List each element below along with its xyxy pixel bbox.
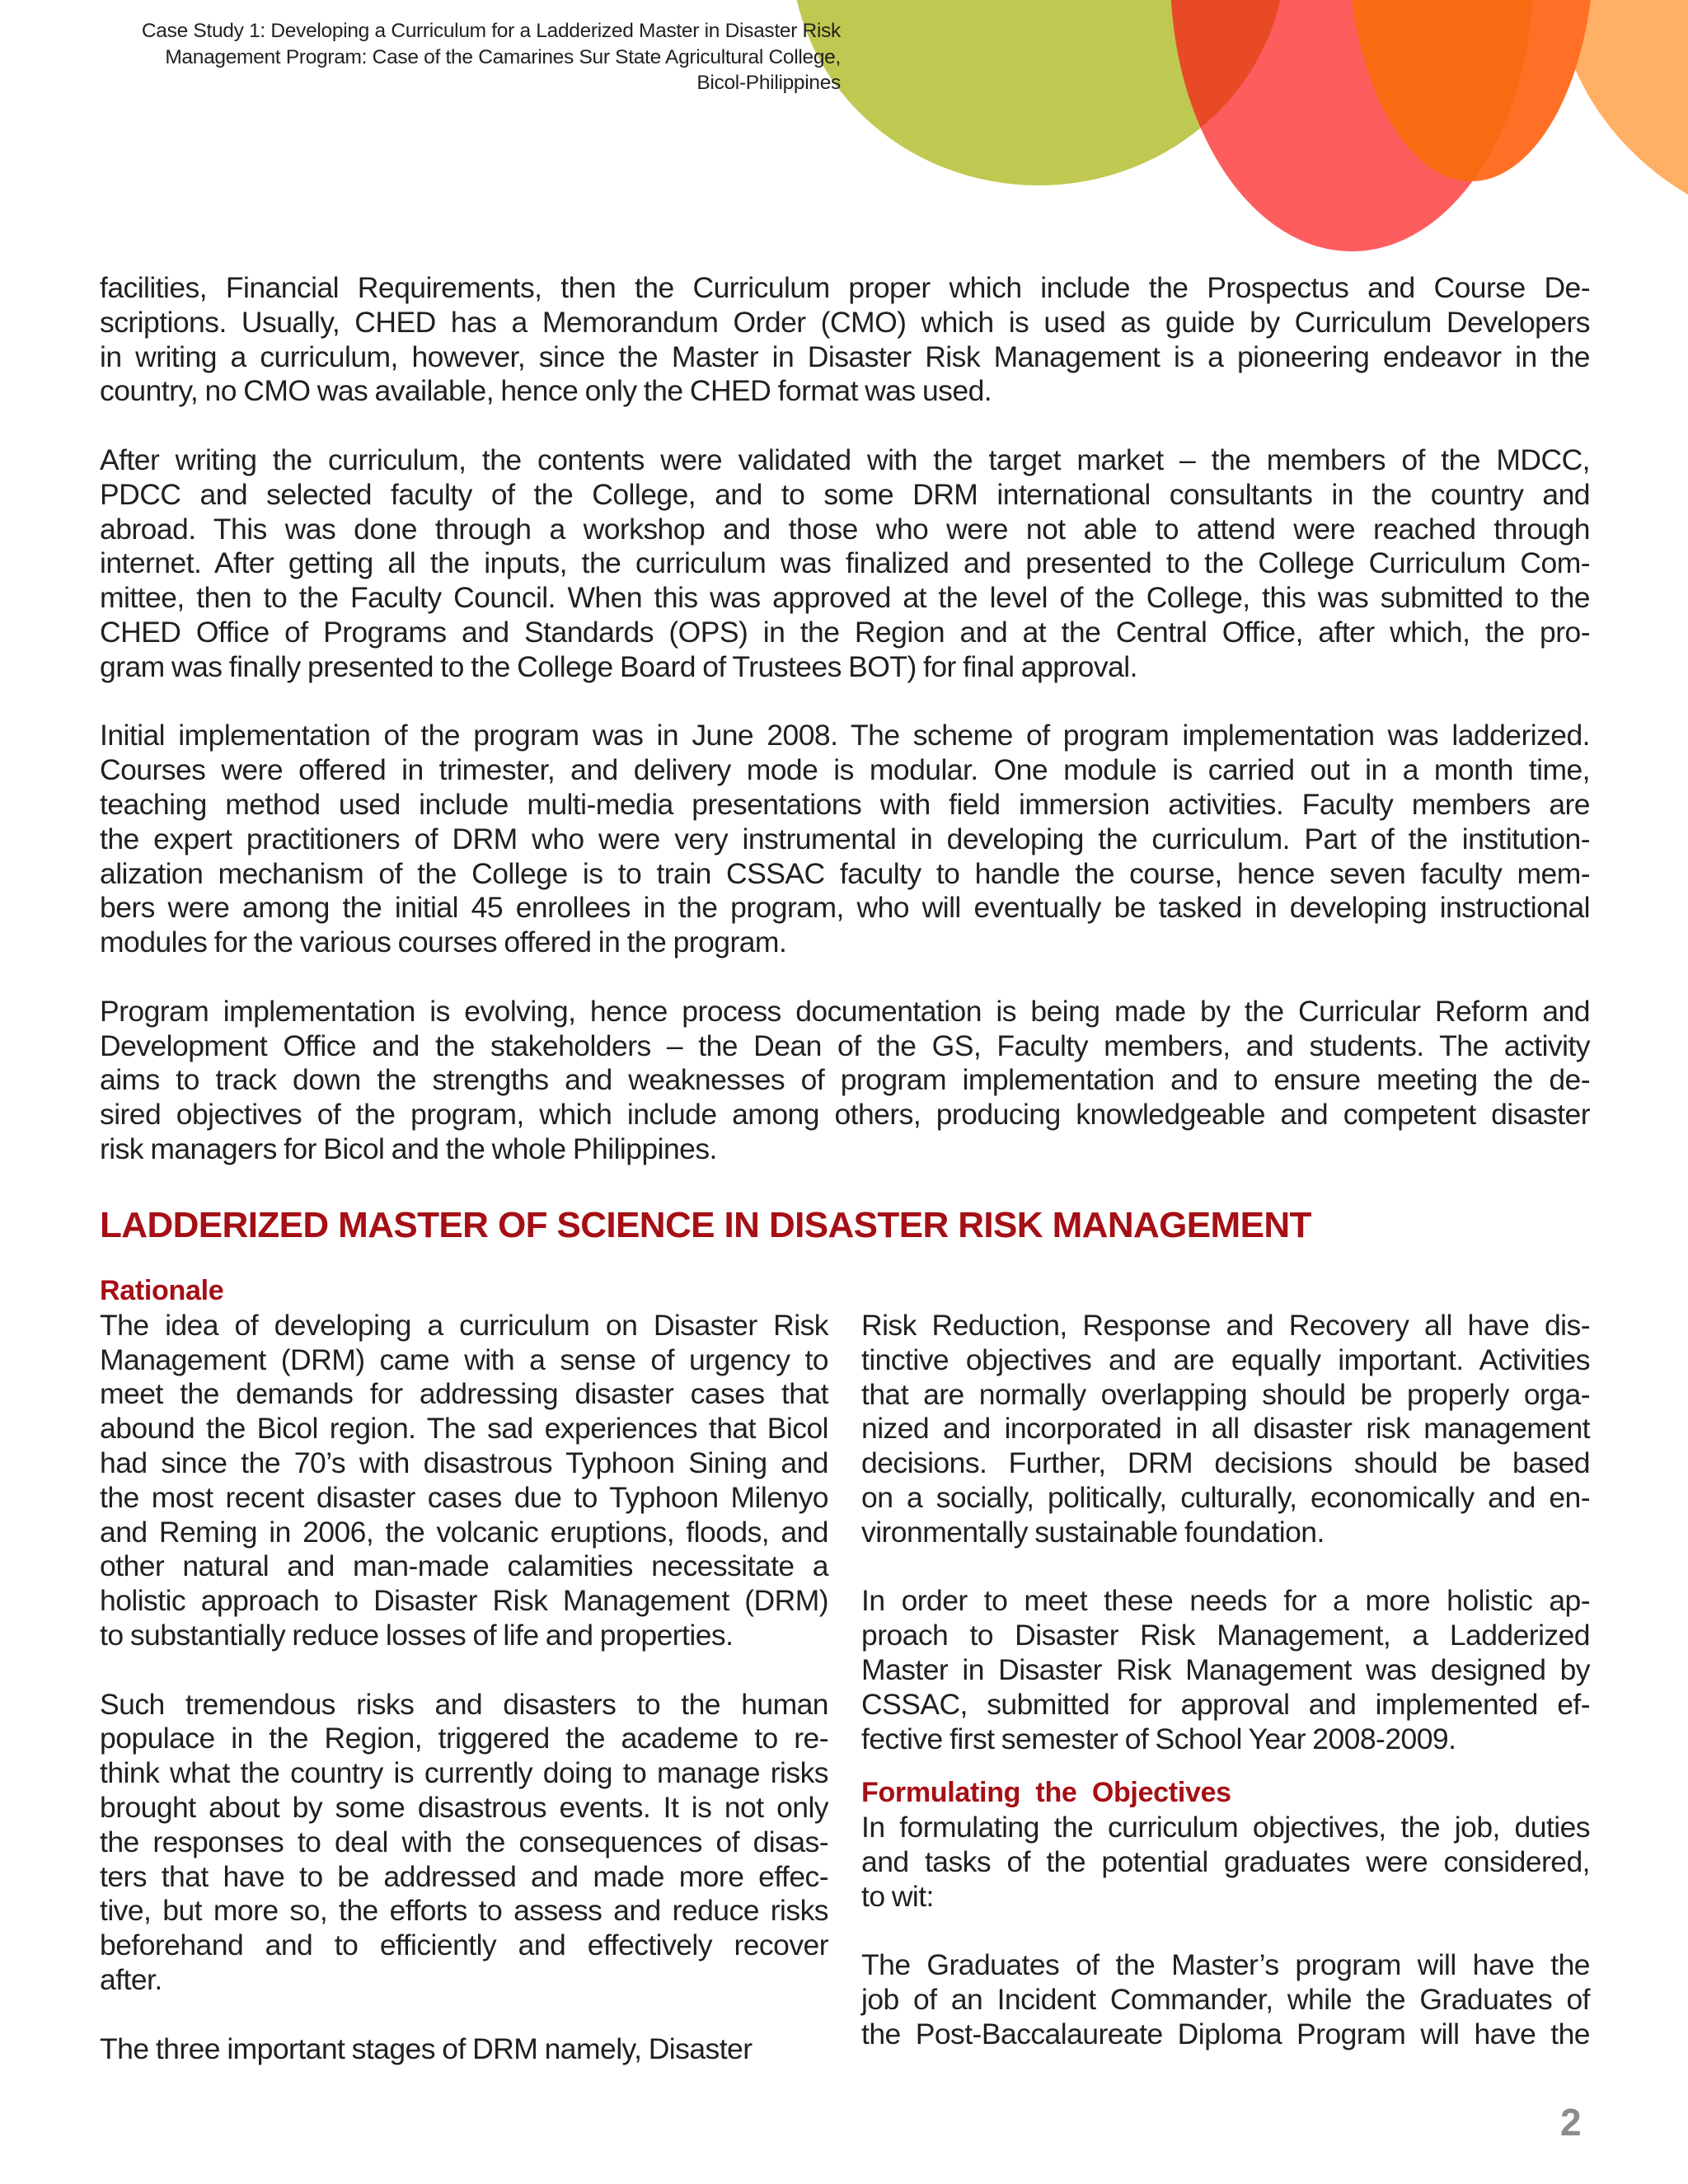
page-number: 2	[1560, 2101, 1582, 2144]
text-line: risk managers for Bicol and the whole Philippines.	[100, 1132, 717, 1165]
text-line: nized and incorporated in all disaster risk management	[861, 1412, 1590, 1446]
text-line: CHED Office of Programs and Standards (OPS) in the Region and at the Central Office, after which, the pro-	[100, 615, 1590, 649]
text-line: the expert practitioners of DRM who were very instrumental in developing the curriculum. Part of the institution-	[100, 822, 1590, 855]
text-line: teaching method used include multi-media presentations with field immersion activities. Faculty members are	[100, 787, 1590, 821]
text-line: to wit:	[861, 1879, 934, 1913]
text-line: think what the country is currently doing to manage risks	[100, 1756, 828, 1790]
rationale-continued-paragraph	[861, 1309, 1590, 1550]
text-line: in writing a curriculum, however, since the Master in Disaster Risk Management is a pioneering endeavor in the	[100, 340, 1590, 373]
text-line: tive, but more so, the efforts to assess and reduce risks	[100, 1894, 828, 1928]
intro-body	[100, 271, 1590, 1202]
text-line: The idea of developing a curriculum on Disaster Risk	[100, 1308, 828, 1342]
text-line: alization mechanism of the College is to train CSSAC faculty to handle the course, hence seven faculty mem-	[100, 856, 1590, 890]
text-line: After writing the curriculum, the contents were validated with the target market – the members of the MDCC,	[100, 443, 1590, 476]
text-line: Master in Disaster Risk Management was designed by	[861, 1652, 1590, 1686]
text-line: bers were among the initial 45 enrollees in the program, who will eventually be tasked in developing instructional	[100, 891, 1590, 925]
text-line: gram was finally presented to the College Board of Trustees BOT) for final approval.	[100, 649, 1137, 683]
text-line: proach to Disaster Risk Management, a Ladderized	[861, 1619, 1590, 1652]
text-line: CSSAC, submitted for approval and implemented ef-	[861, 1687, 1590, 1721]
text-line: beforehand and to efficiently and effectively recover	[100, 1929, 828, 1962]
text-line: Courses were offered in trimester, and delivery mode is modular. One module is carried out in a month time,	[100, 753, 1590, 787]
text-line: meet the demands for addressing disaster cases that	[100, 1377, 828, 1411]
text-line: Such tremendous risks and disasters to the human	[100, 1687, 828, 1721]
text-line: The Graduates of the Master’s program will have the	[861, 1948, 1590, 1982]
objectives-paragraph	[861, 1811, 1590, 1914]
text-line: facilities, Financial Requirements, then the Curriculum proper which include the Prospectus and Course De-	[100, 271, 1590, 304]
text-line: internet. After getting all the inputs, the curriculum was finalized and presented to the College Curriculum Com-	[100, 546, 1590, 580]
text-line: populace in the Region, triggered the academe to re-	[100, 1722, 828, 1755]
text-line: the responses to deal with the consequences of disas-	[100, 1825, 828, 1858]
text-line: abound the Bicol region. The sad experiences that Bicol	[100, 1412, 828, 1446]
text-line: country, no CMO was available, hence only the CHED format was used.	[100, 374, 992, 408]
running-header-line: Bicol-Philippines	[696, 72, 841, 94]
text-line: holistic approach to Disaster Risk Management (DRM)	[100, 1584, 828, 1618]
running-header-line: Case Study 1: Developing a Curriculum for a Ladderized Master in Disaster Risk	[141, 20, 841, 42]
text-line: tinctive objectives and are equally important. Activities	[861, 1343, 1590, 1376]
text-line: on a socially, politically, culturally, economically and en-	[861, 1480, 1590, 1514]
section-heading: LADDERIZED MASTER OF SCIENCE IN DISASTER RISK MANAGEMENT	[100, 1205, 1311, 1245]
intro-paragraph	[100, 271, 1590, 409]
text-line: fective first semester of School Year 2008-2009.	[861, 1722, 1456, 1755]
rationale-continued-paragraph	[861, 1584, 1590, 1756]
running-header	[33, 18, 841, 96]
text-line: to substantially reduce losses of life and properties.	[100, 1618, 734, 1652]
objectives-paragraph	[861, 1948, 1590, 2051]
objectives-subheading: Formulating the Objectives	[861, 1777, 1231, 1809]
running-header-line: Management Program: Case of the Camarines Sur State Agricultural College,	[165, 45, 841, 68]
text-line: aims to track down the strengths and weaknesses of program implementation and to ensure meeting the de-	[100, 1063, 1590, 1097]
text-line: mittee, then to the Faculty Council. When this was approved at the level of the College, this was submitted to the	[100, 581, 1590, 615]
text-line: the most recent disaster cases due to Typhoon Milenyo	[100, 1480, 828, 1514]
text-line: and tasks of the potential graduates were considered,	[861, 1844, 1590, 1878]
intro-paragraph	[100, 443, 1590, 685]
text-line: job of an Incident Commander, while the Graduates of	[861, 1983, 1590, 2017]
text-line: PDCC and selected faculty of the College, and to some DRM international consultants in the country and	[100, 477, 1590, 511]
text-line: other natural and man-made calamities necessitate a	[100, 1549, 828, 1583]
text-line: brought about by some disastrous events. It is not only	[100, 1790, 828, 1824]
text-line: In formulating the curriculum objectives, the job, duties	[861, 1811, 1590, 1844]
intro-paragraph	[100, 995, 1590, 1167]
text-line: The three important stages of DRM namely, Disaster	[100, 2032, 753, 2065]
text-line: vironmentally sustainable foundation.	[861, 1515, 1325, 1549]
text-line: Program implementation is evolving, hence process documentation is being made by the Curricular Reform and	[100, 994, 1590, 1028]
text-line: abroad. This was done through a workshop and those who were not able to attend were reached through	[100, 512, 1590, 546]
text-line: Management (DRM) came with a sense of urgency to	[100, 1343, 828, 1376]
right-column	[861, 1309, 1590, 2087]
text-line: after.	[100, 1962, 162, 1996]
text-line: Risk Reduction, Response and Recovery all have dis-	[861, 1309, 1590, 1342]
rationale-paragraph	[100, 2032, 828, 2067]
text-line: Development Office and the stakeholders – the Dean of the GS, Faculty members, and students. The activity	[100, 1029, 1590, 1062]
text-line: Initial implementation of the program was in June 2008. The scheme of program implementation was ladderized.	[100, 719, 1590, 752]
text-line: had since the 70’s with disastrous Typhoon Sining and	[100, 1446, 828, 1479]
text-line: and Reming in 2006, the volcanic eruptions, floods, and	[100, 1515, 828, 1549]
text-line: that are normally overlapping should be properly orga-	[861, 1377, 1590, 1411]
rationale-paragraph	[100, 1309, 828, 1653]
text-line: In order to meet these needs for a more holistic ap-	[861, 1584, 1590, 1618]
text-line: the Post-Baccalaureate Diploma Program will have the	[861, 2017, 1590, 2050]
text-line: modules for the various courses offered in the program.	[100, 926, 787, 959]
text-line: ters that have to be addressed and made more effec-	[100, 1859, 828, 1893]
intro-paragraph	[100, 719, 1590, 960]
rationale-paragraph	[100, 1688, 828, 1998]
text-line: scriptions. Usually, CHED has a Memorandum Order (CMO) which is used as guide by Curriculum Developers	[100, 305, 1590, 339]
left-column	[100, 1274, 828, 2101]
text-line: sired objectives of the program, which include among others, producing knowledgeable and competent disaster	[100, 1098, 1590, 1132]
rationale-subheading: Rationale	[100, 1275, 224, 1306]
text-line: decisions. Further, DRM decisions should be based	[861, 1446, 1590, 1480]
